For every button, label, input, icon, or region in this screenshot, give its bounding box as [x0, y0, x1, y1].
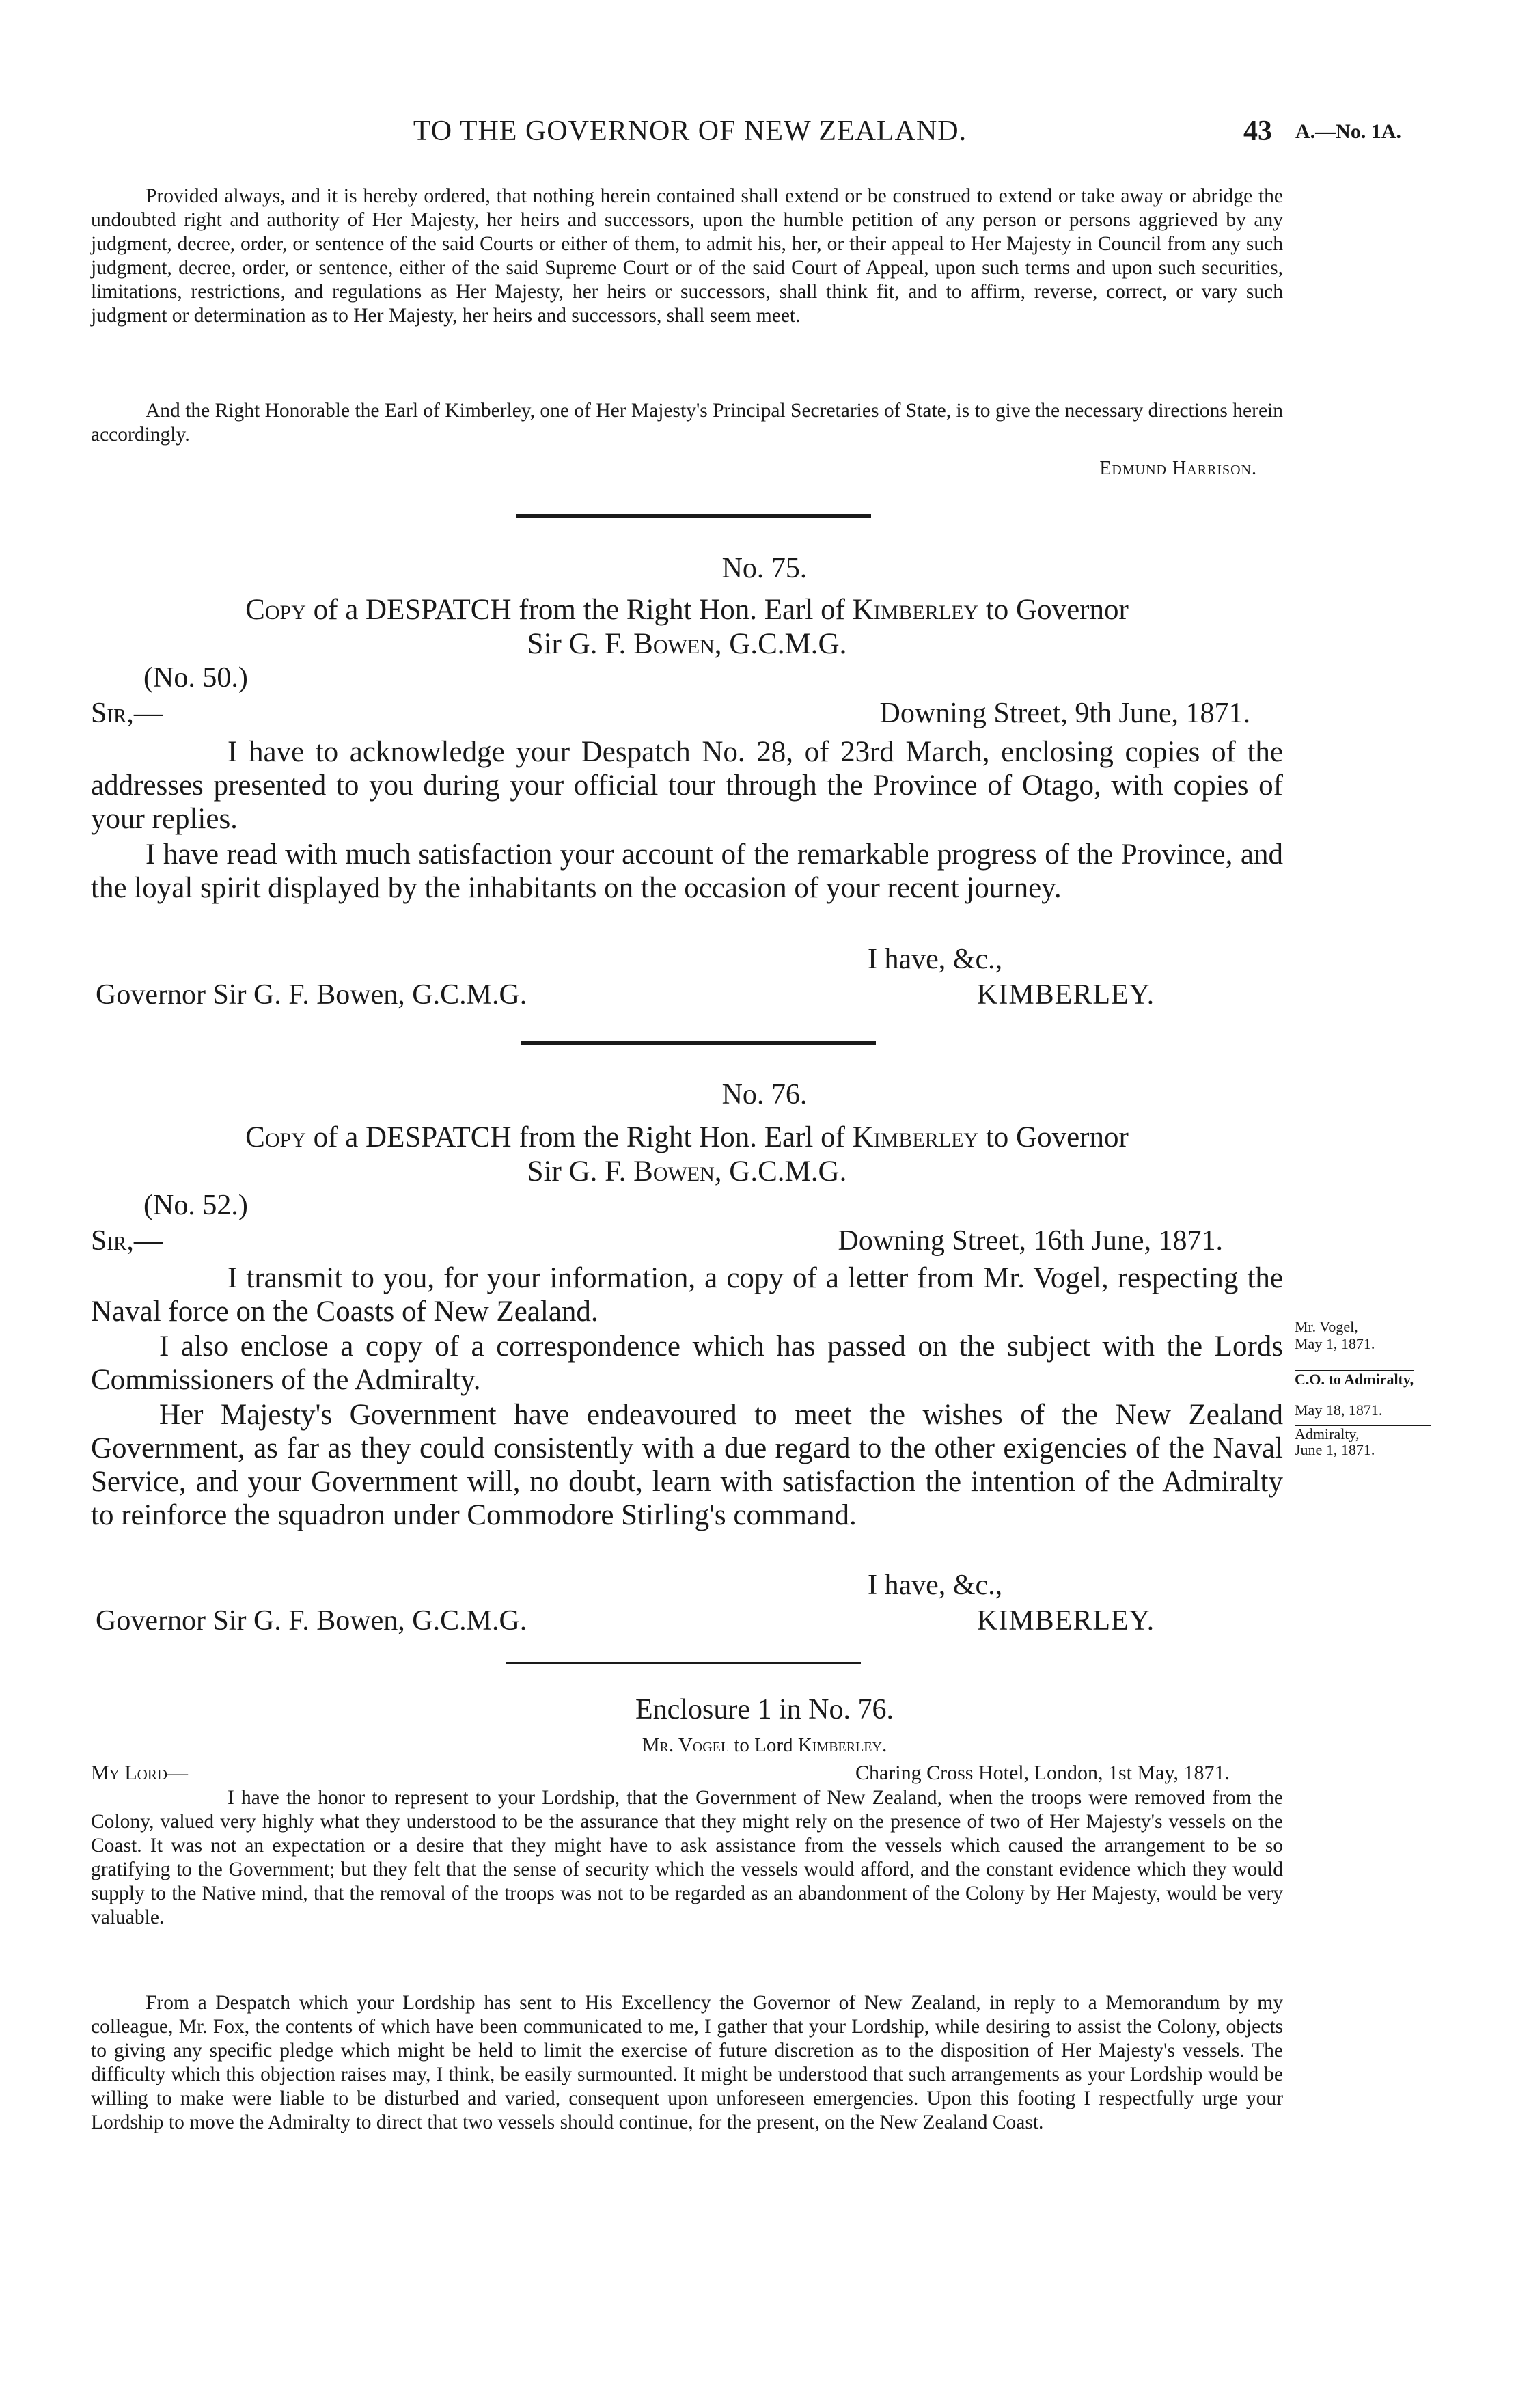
- margin-note: May 18, 1871.: [1295, 1401, 1383, 1419]
- despatch-75-para1: I have to acknowledge your Despatch No. 28, of 23rd March, enclosing copies of the addresses presented to you during your official tour through the Province of Otago, with copies of your replies.: [91, 736, 1283, 835]
- proviso-paragraph: Provided always, and it is hereby ordered, that nothing herein contained shall extend or be construed to extend or take away or abridge the undoubted right and authority of Her Majesty, her heirs and successors, upon the humble petition of any person or persons aggrieved by any judgment, decree, order, or sentence of the said Courts or either of them, to admit his, her, or their appeal to Her Majesty in Council from any such judgment, decree, order, or sentence, either of the said Supreme Court or of the said Court of Appeal, upon such terms and upon such securities, limitations, restrictions, and regulations as Her Majesty, her heirs or successors, shall think fit, and to affirm, reverse, correct, or vary such judgment or determination as to Her Majesty, her heirs and successors, shall seem meet.: [91, 185, 1283, 327]
- title-copy-word: Copy: [245, 594, 306, 626]
- running-header: [0, 115, 1529, 156]
- despatch-75-para2: I have read with much satisfaction your account of the remarkable progress of the Province, and the loyal spirit displayed by the inhabitants on the occasion of your recent journey.: [91, 838, 1283, 904]
- despatch-75-addressee: Governor Sir G. F. Bowen, G.C.M.G.: [96, 979, 527, 1011]
- page-title: TO THE GOVERNOR OF NEW ZEALAND.: [413, 115, 967, 147]
- despatch-75-salutation: Sir,—: [91, 698, 163, 729]
- enclosure-place-date: Charing Cross Hotel, London, 1st May, 1871.: [855, 1762, 1230, 1784]
- margin-note: May 1, 1871.: [1295, 1335, 1375, 1352]
- despatch-76-ref: (No. 52.): [143, 1190, 248, 1221]
- despatch-76-number: No. 76.: [721, 1079, 808, 1110]
- despatch-76-para2: I also enclose a copy of a correspondence which has passed on the subject with the Lords Commissioners of the Admiralty.: [91, 1330, 1283, 1396]
- sender-name: Mr. Vogel: [642, 1734, 730, 1756]
- section-divider: [516, 514, 871, 518]
- margin-note: C.O. to Admiralty,: [1295, 1371, 1414, 1388]
- title-honours: , G.C.M.G.: [714, 628, 847, 660]
- page-number: 43: [1243, 115, 1272, 147]
- title-honours: , G.C.M.G.: [714, 1155, 847, 1188]
- enclosure-para1: I have the honor to represent to your Lordship, that the Government of New Zealand, when the troops were removed from the Colony, valued very highly what they understood to be the assurance that they might rely on the presence of two of Her Majesty's vessels on the Coast. It was not an expectation or a desire that they might have to ask assistance from the vessels which caused the arrangement to be so gratifying to the Government; but they felt that the sense of security which the vessels would afford, and the constant evidence which they would supply to the Native mind, that the removal of the troops was not to be regarded as an abandonment of the Colony by Her Majesty, would be very valuable.: [91, 1787, 1283, 1928]
- title-governor-name: Bowen: [633, 628, 715, 660]
- despatch-76-addressee: Governor Sir G. F. Bowen, G.C.M.G.: [96, 1605, 527, 1637]
- enclosure-title: Enclosure 1 in No. 76.: [635, 1694, 894, 1725]
- title-line2: Sir G. F.: [527, 1155, 626, 1188]
- despatch-75-signature: KIMBERLEY.: [977, 979, 1155, 1011]
- despatch-75-closing: I have, &c.,: [868, 944, 1003, 975]
- section-divider: [521, 1041, 876, 1045]
- enclosure-subtitle: [0, 1734, 1529, 1757]
- despatch-75-number: No. 75.: [721, 553, 808, 584]
- despatch-75-title: [91, 593, 1283, 661]
- title-to: to Governor: [985, 1121, 1129, 1153]
- title-middle: of a DESPATCH from the Right Hon. Earl of: [313, 594, 845, 626]
- signature-edmund-harrison: Edmund Harrison.: [1099, 458, 1257, 479]
- despatch-75-ref: (No. 50.): [143, 662, 248, 694]
- margin-note: June 1, 1871.: [1295, 1441, 1375, 1458]
- despatch-76-para1: I transmit to you, for your information, a copy of a letter from Mr. Vogel, respecting the Naval force on the Coasts of New Zealand.: [91, 1262, 1283, 1328]
- despatch-76-salutation: Sir,—: [91, 1225, 163, 1257]
- title-middle: of a DESPATCH from the Right Hon. Earl of: [313, 1121, 845, 1153]
- despatch-76-title: [91, 1121, 1283, 1189]
- title-governor-name: Bowen: [633, 1155, 715, 1188]
- despatch-76-para3: Her Majesty's Government have endeavoured to meet the wishes of the New Zealand Government, as far as they could consistently with a due regard to the other exigencies of the Naval Service, and your Government will, no doubt, learn with satisfaction the intention of the Admiralty to reinforce the squadron under Commodore Stirling's command.: [91, 1399, 1283, 1531]
- title-from-name: Kimberley: [852, 594, 979, 626]
- despatch-75-place-date: Downing Street, 9th June, 1871.: [879, 698, 1250, 729]
- title-to: to Governor: [985, 594, 1129, 626]
- direction-paragraph: And the Right Honorable the Earl of Kimberley, one of Her Majesty's Principal Secretaries of State, is to give the necessary directions herein accordingly.: [91, 400, 1283, 446]
- enclosure-para2: From a Despatch which your Lordship has sent to His Excellency the Governor of New Zealand, in reply to a Memorandum by my colleague, Mr. Fox, the contents of which have been communicated to me, I gather that your Lordship, while desiring to assist the Colony, objects to giving any specific pledge which might be held to limit the exercise of future discretion as to the disposition of Her Majesty's vessels. The difficulty which this objection raises may, I think, be easily surmounted. It might be understood that such arrangements as your Lordship would be willing to make were liable to be disturbed and varied, consequent upon unforeseen emergencies. Upon this footing I respectfully urge your Lordship to move the Admiralty to direct that two vessels should continue, for the present, on the New Zealand Coast.: [91, 1992, 1283, 2133]
- margin-note: Admiralty,: [1295, 1425, 1431, 1442]
- recipient-name: Kimberley.: [797, 1734, 887, 1756]
- section-divider: [506, 1662, 861, 1664]
- despatch-76-closing: I have, &c.,: [868, 1570, 1003, 1601]
- title-from-name: Kimberley: [852, 1121, 979, 1153]
- enclosure-salutation: My Lord—: [91, 1762, 189, 1784]
- despatch-76-place-date: Downing Street, 16th June, 1871.: [838, 1225, 1223, 1257]
- title-copy-word: Copy: [245, 1121, 306, 1153]
- title-line2: Sir G. F.: [527, 628, 626, 660]
- subtitle-mid: to Lord: [734, 1734, 793, 1756]
- margin-note: Mr. Vogel,: [1295, 1318, 1358, 1335]
- despatch-76-signature: KIMBERLEY.: [977, 1605, 1155, 1637]
- parliamentary-reference: A.—No. 1A.: [1295, 120, 1401, 143]
